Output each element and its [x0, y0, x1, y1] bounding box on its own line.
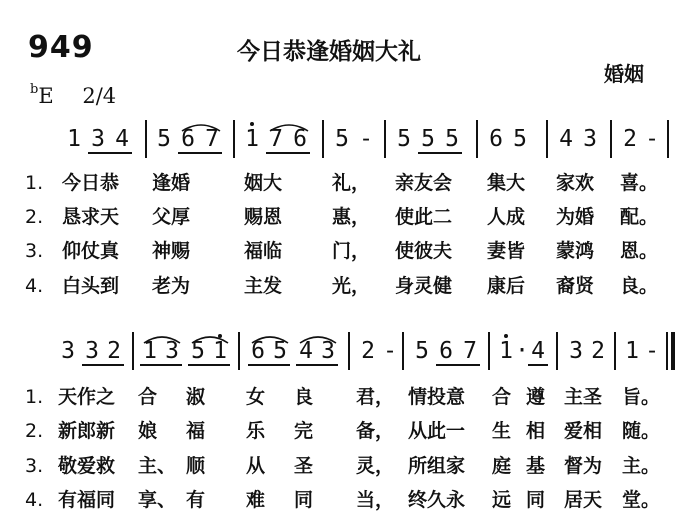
lyric: 家欢 — [556, 172, 595, 194]
note: 6 — [251, 338, 265, 364]
note: 5 — [397, 126, 411, 152]
note: 1 — [625, 338, 639, 364]
barline — [614, 332, 616, 370]
note: 5 — [421, 126, 435, 152]
note: 1 — [67, 126, 81, 152]
note: - — [359, 126, 373, 152]
slur — [180, 122, 222, 132]
lyric: 逢婚 — [152, 172, 191, 194]
lyric: 同 — [526, 489, 546, 511]
slur — [268, 122, 310, 132]
slur — [190, 334, 230, 344]
lyric: 督为 — [564, 455, 603, 477]
barline — [476, 120, 478, 158]
lyric: 裔贤 — [556, 275, 595, 297]
lyric: 神赐 — [152, 240, 191, 262]
lyric: 亲友会 — [395, 172, 453, 194]
hymn-number: 949 — [28, 30, 94, 65]
staff-line-1 — [0, 118, 700, 178]
lyric: 赐恩 — [244, 206, 283, 228]
lyric: 有福同 — [58, 489, 116, 511]
note: 2 — [623, 126, 637, 152]
lyric: 恳求天 — [62, 206, 120, 228]
lyric: 今日恭 — [62, 172, 120, 194]
lyric: 备， — [356, 420, 395, 442]
lyric: 远 — [492, 489, 512, 511]
beam — [266, 152, 310, 154]
verse-number: 4. — [25, 275, 44, 297]
lyric: 淑 — [186, 386, 206, 408]
lyric: 人成 — [487, 206, 526, 228]
note: 5 — [191, 338, 205, 364]
lyric: 光， — [332, 275, 371, 297]
barline — [402, 332, 404, 370]
lyric: 圣 — [294, 455, 314, 477]
note: 4 — [531, 338, 545, 364]
barline — [145, 120, 147, 158]
lyric: 康后 — [487, 275, 526, 297]
note: 6 — [439, 338, 453, 364]
lyric: 从 — [246, 455, 266, 477]
lyric: 敬爱救 — [58, 455, 116, 477]
lyric: 主圣 — [564, 386, 603, 408]
note: 2 — [591, 338, 605, 364]
final-barline-thin — [666, 332, 668, 370]
lyric: 终久永 — [408, 489, 466, 511]
lyric: 配。 — [620, 206, 659, 228]
staff-line-2 — [0, 330, 700, 390]
note: 5 — [273, 338, 287, 364]
lyric: 从此一 — [408, 420, 466, 442]
barline — [488, 332, 490, 370]
lyric: 遵 — [526, 386, 546, 408]
barline — [667, 120, 669, 158]
lyric: 顺 — [186, 455, 206, 477]
note: 3 — [61, 338, 75, 364]
lyric: 老为 — [152, 275, 191, 297]
lyric: 白头到 — [62, 275, 120, 297]
lyric: 福 — [186, 420, 206, 442]
lyric: 良。 — [620, 275, 659, 297]
lyric: 乐 — [246, 420, 266, 442]
time-signature: 2/4 — [82, 84, 117, 108]
lyric: 合 — [138, 386, 158, 408]
lyric: 恩。 — [620, 240, 659, 262]
beam — [528, 364, 548, 366]
verse-number: 3. — [25, 240, 44, 262]
lyric: 庭 — [492, 455, 512, 477]
note: 5 — [415, 338, 429, 364]
barline — [546, 120, 548, 158]
lyric: 福临 — [244, 240, 283, 262]
lyric: 使彼夫 — [395, 240, 453, 262]
verse-number: 4. — [25, 489, 44, 511]
verse-number: 2. — [25, 420, 44, 442]
barline — [233, 120, 235, 158]
note: 7 — [269, 126, 283, 152]
lyric: 新郎新 — [58, 420, 116, 442]
barline — [322, 120, 324, 158]
note: 4 — [559, 126, 573, 152]
lyric: 君， — [356, 386, 395, 408]
verse-number: 1. — [25, 172, 44, 194]
note: 4 — [299, 338, 313, 364]
note: 2 — [361, 338, 375, 364]
lyric: 合 — [492, 386, 512, 408]
note: 3 — [583, 126, 597, 152]
lyric: 所组家 — [408, 455, 466, 477]
lyric: 完 — [294, 420, 314, 442]
note: 1 — [245, 126, 259, 152]
lyric: 使此二 — [395, 206, 453, 228]
slur — [298, 334, 338, 344]
note: 5 — [513, 126, 527, 152]
barline — [384, 120, 386, 158]
lyric: 主、 — [138, 455, 177, 477]
note: 5 — [335, 126, 349, 152]
note: 6 — [293, 126, 307, 152]
note: 3 — [165, 338, 179, 364]
high-octave-dot — [250, 122, 254, 126]
lyric: 集大 — [487, 172, 526, 194]
key-signature — [30, 84, 116, 108]
lyric: 姻大 — [244, 172, 283, 194]
lyric: 情投意 — [408, 386, 466, 408]
lyric: 良 — [294, 386, 314, 408]
beam — [296, 364, 338, 366]
lyric: 旨。 — [622, 386, 661, 408]
note: 1 — [143, 338, 157, 364]
lyric: 基 — [526, 455, 546, 477]
note: 3 — [91, 126, 105, 152]
slur — [250, 334, 290, 344]
lyric: 相 — [526, 420, 546, 442]
note: 4 — [115, 126, 129, 152]
note: · — [515, 338, 529, 364]
lyric: 天作之 — [58, 386, 116, 408]
beam — [178, 152, 222, 154]
note: 3 — [569, 338, 583, 364]
lyric: 为婚 — [556, 206, 595, 228]
note: 5 — [157, 126, 171, 152]
lyric: 父厚 — [152, 206, 191, 228]
note: 7 — [205, 126, 219, 152]
barline — [556, 332, 558, 370]
note: 3 — [321, 338, 335, 364]
note: 6 — [181, 126, 195, 152]
barline — [238, 332, 240, 370]
lyric: 居天 — [564, 489, 603, 511]
lyric: 爱相 — [564, 420, 603, 442]
lyric: 礼， — [332, 172, 371, 194]
lyric: 当， — [356, 489, 395, 511]
beam — [188, 364, 230, 366]
lyric: 同 — [294, 489, 314, 511]
lyric: 娘 — [138, 420, 158, 442]
verse-number: 1. — [25, 386, 44, 408]
beam — [248, 364, 290, 366]
lyric: 生 — [492, 420, 512, 442]
hymn-category: 婚姻 — [604, 62, 644, 86]
note: 6 — [489, 126, 503, 152]
note: - — [383, 338, 397, 364]
note: 7 — [463, 338, 477, 364]
lyric: 蒙鸿 — [556, 240, 595, 262]
lyric: 仰仗真 — [62, 240, 120, 262]
high-octave-dot — [504, 334, 508, 338]
lyric: 主发 — [244, 275, 283, 297]
note: - — [645, 126, 659, 152]
final-barline-thick — [671, 332, 675, 370]
lyric: 门， — [332, 240, 371, 262]
lyric: 女 — [246, 386, 266, 408]
lyric: 有 — [186, 489, 206, 511]
lyric: 灵， — [356, 455, 395, 477]
lyric: 喜。 — [620, 172, 659, 194]
note: 2 — [107, 338, 121, 364]
lyric: 主。 — [622, 455, 661, 477]
note: 1 — [213, 338, 227, 364]
note: 3 — [85, 338, 99, 364]
note: - — [645, 338, 659, 364]
beam — [140, 364, 182, 366]
lyric: 随。 — [622, 420, 661, 442]
beam — [436, 364, 480, 366]
barline — [610, 120, 612, 158]
barline — [132, 332, 134, 370]
key-flat-sign: b — [30, 82, 39, 97]
beam — [418, 152, 462, 154]
lyric: 身灵健 — [395, 275, 453, 297]
lyric: 惠， — [332, 206, 371, 228]
verse-number: 2. — [25, 206, 44, 228]
lyric: 难 — [246, 489, 266, 511]
barline — [348, 332, 350, 370]
lyric: 堂。 — [622, 489, 661, 511]
verse-number: 3. — [25, 455, 44, 477]
beam — [82, 364, 124, 366]
key-letter: E — [38, 84, 54, 108]
lyric: 妻皆 — [487, 240, 526, 262]
hymn-title: 今日恭逢婚姻大礼 — [237, 39, 421, 65]
lyric: 享、 — [138, 489, 177, 511]
note: 5 — [445, 126, 459, 152]
slur — [142, 334, 182, 344]
beam — [88, 152, 132, 154]
note: 1 — [499, 338, 513, 364]
